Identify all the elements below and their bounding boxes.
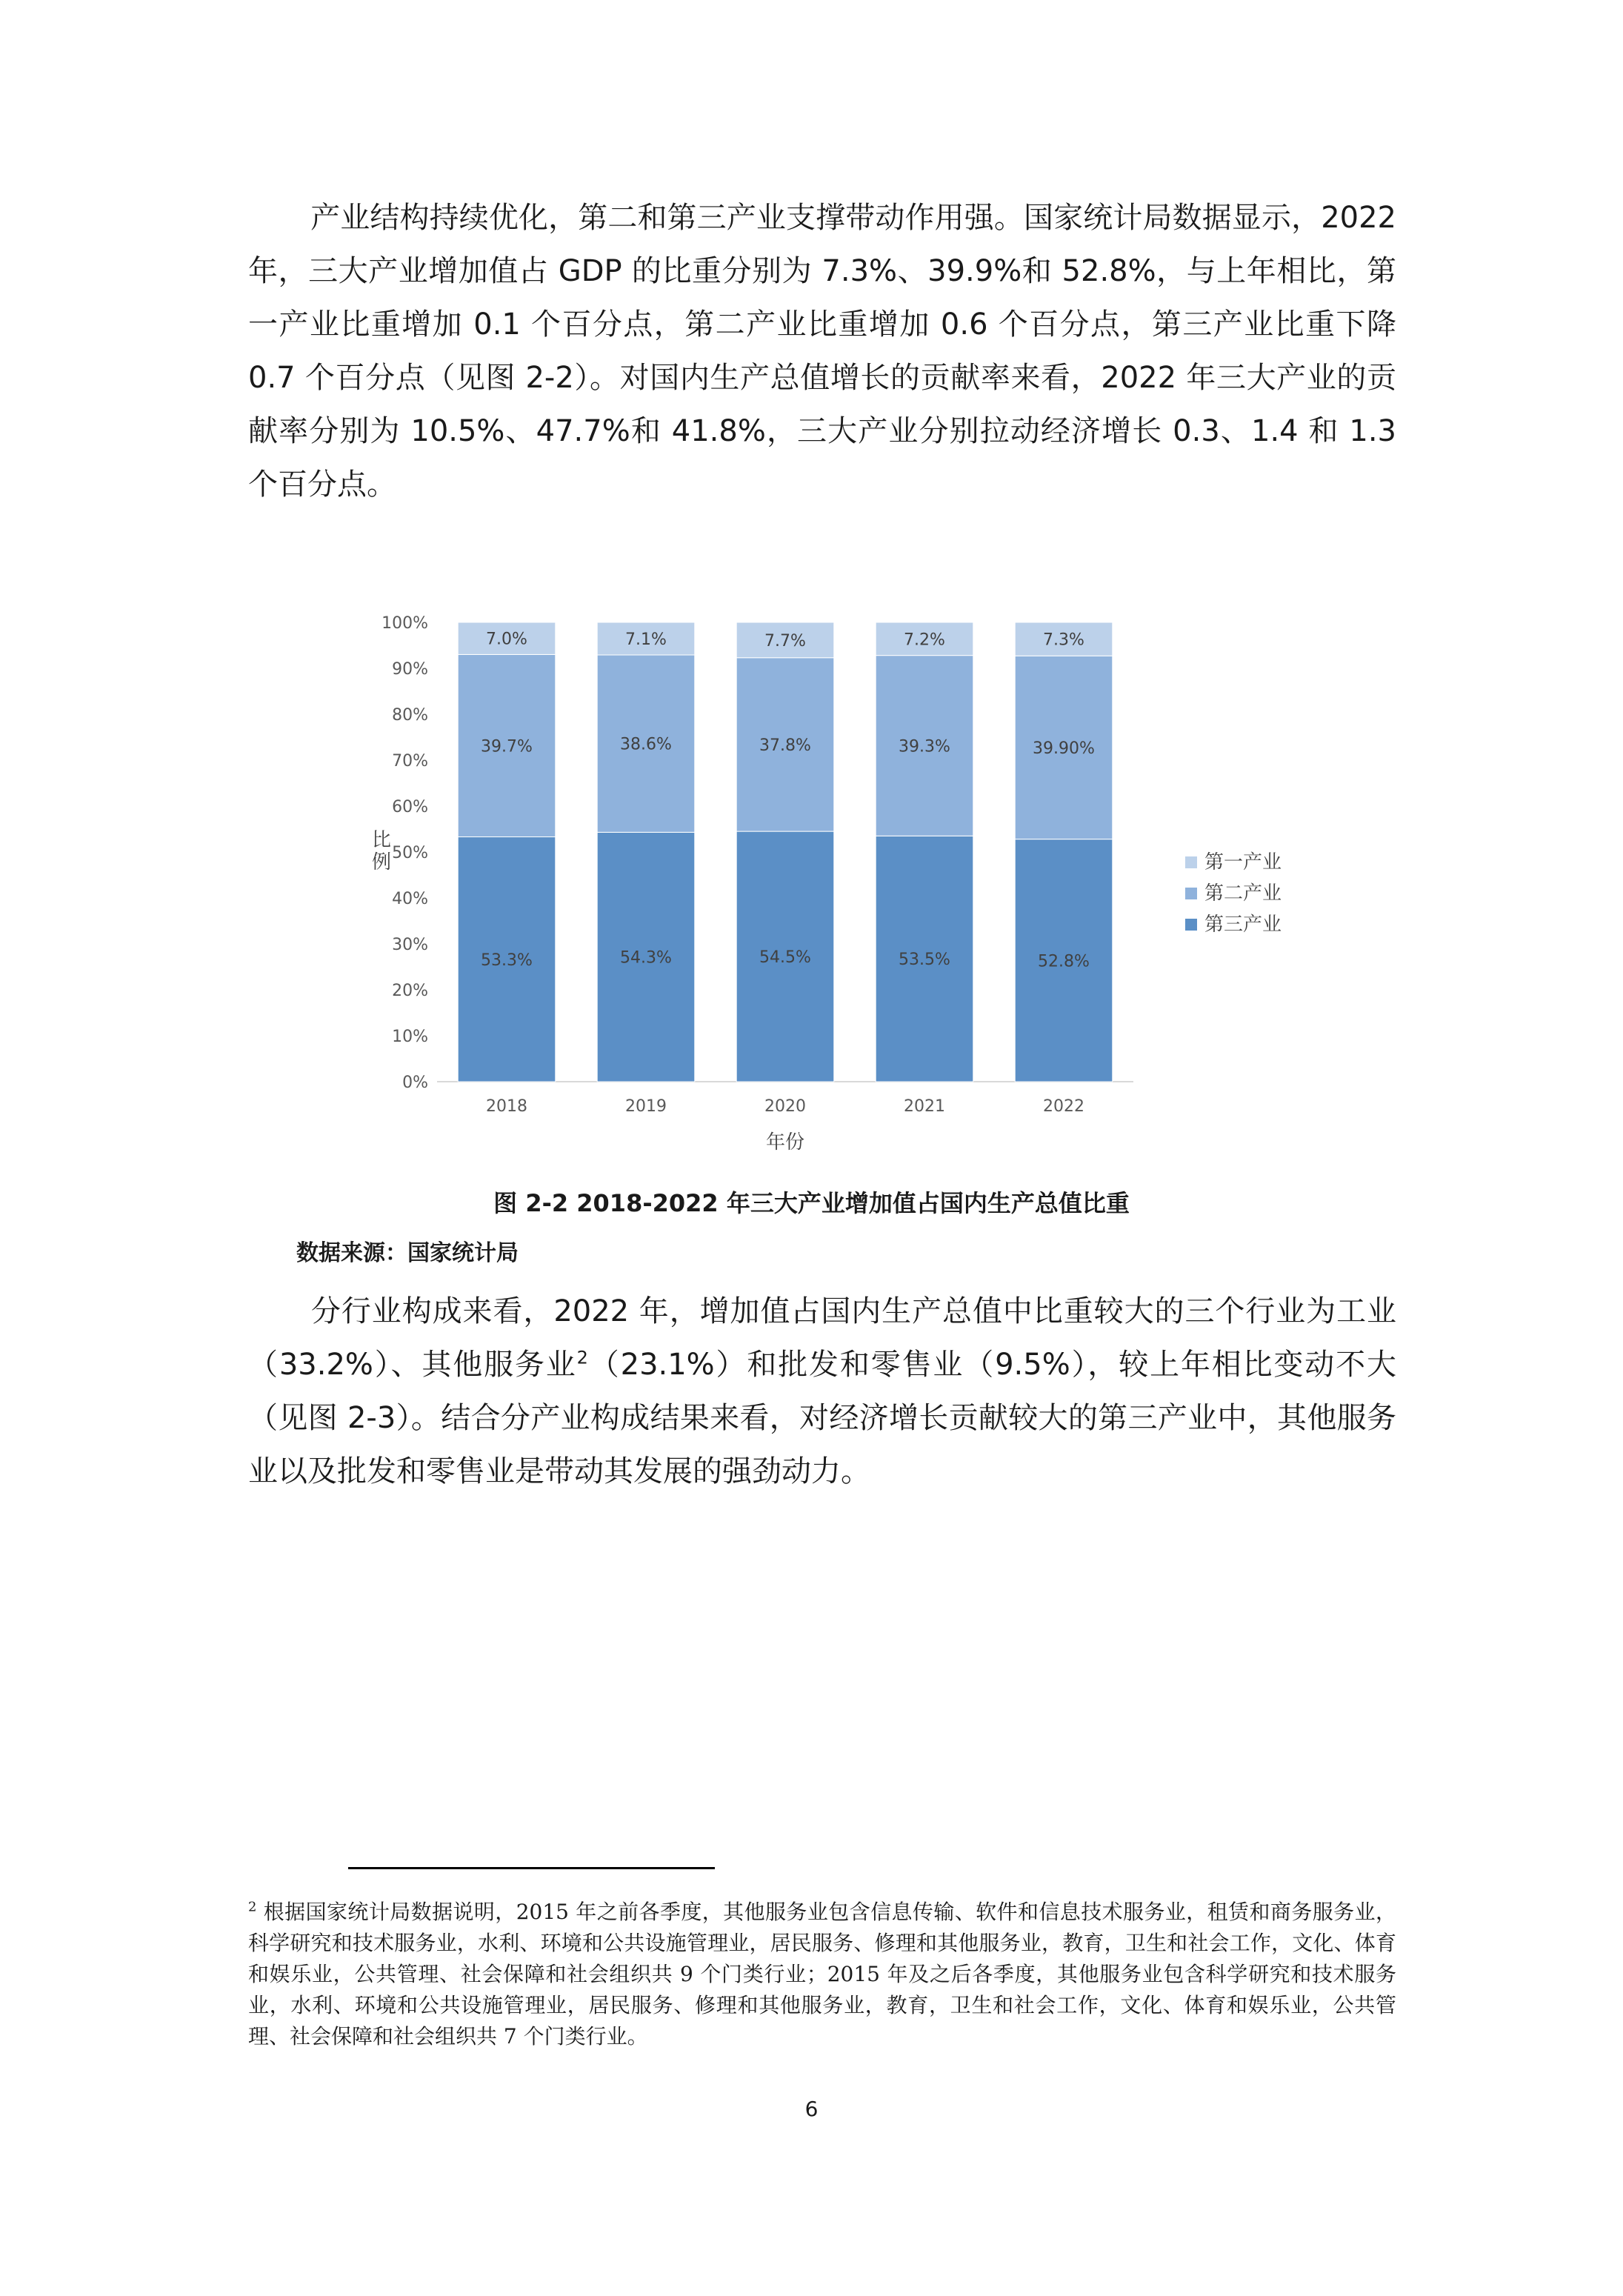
y-tick-label: 80% <box>392 706 428 725</box>
data-source-note: 数据来源：国家统计局 <box>296 1240 519 1266</box>
y-tick-label: 30% <box>392 936 428 954</box>
y-tick-label: 90% <box>392 660 428 679</box>
y-tick-label: 20% <box>392 982 428 1000</box>
data-label: 39.3% <box>899 737 950 756</box>
legend-swatch <box>1185 856 1197 868</box>
paragraph-2-text-b: （23.1%）和批发和零售业（9.5%），较上年相比变动不大（见图 2-3）。结合分产业构成结果来看，对经济增长贡献较大的第三产业中，其他服务业以及批发和零售业是带动其发展的强劲动力。 <box>248 1348 1396 1488</box>
body-paragraph-2 <box>248 1285 1396 1498</box>
stacked-bar-chart <box>356 593 1319 1178</box>
footnote-separator <box>348 1867 715 1869</box>
footnote-reference[interactable]: 2 <box>576 1347 588 1368</box>
legend-label: 第三产业 <box>1204 914 1282 936</box>
x-tick-label: 2019 <box>625 1097 667 1116</box>
bars <box>458 622 1113 1082</box>
paragraph-2-text-a: 分行业构成来看，2022 年，增加值占国内生产总值中比重较大的三个行业为工业（33.2%）、其他服务业 <box>248 1294 1396 1382</box>
legend-swatch <box>1185 888 1197 899</box>
data-label: 53.3% <box>481 951 533 970</box>
data-label: 38.6% <box>620 735 672 754</box>
x-tick-label: 2022 <box>1043 1097 1084 1116</box>
paragraph-1-text: 产业结构持续优化，第二和第三产业支撑带动作用强。国家统计局数据显示，2022 年，三大产业增加值占 GDP 的比重分别为 7.3%、39.9%和 52.8%，与上年相比，第一产业比重增加 0.1 个百分点，第二产业比重增加 0.6 个百分点，第三产业比重下降 0.7 个百分点（见图 2-2）。对国内生产总值增长的贡献率来看，2022 年三大产业的贡献率分别为 10.5%、47.7%和 41.8%，三大产业分别拉动经济增长 0.3、1.4 和 1.3 个百分点。 <box>248 201 1396 502</box>
x-axis-ticks <box>486 1097 1084 1116</box>
y-tick-label: 10% <box>392 1028 428 1046</box>
data-label: 7.7% <box>764 631 806 650</box>
y-tick-label: 50% <box>392 844 428 862</box>
page-number: 6 <box>804 2097 819 2121</box>
x-tick-label: 2020 <box>764 1097 806 1116</box>
y-tick-label: 40% <box>392 890 428 908</box>
y-tick-label: 60% <box>392 798 428 816</box>
data-label: 54.5% <box>759 948 811 968</box>
data-label: 7.3% <box>1043 630 1084 650</box>
data-label: 53.5% <box>899 951 950 970</box>
y-tick-label: 0% <box>402 1074 428 1092</box>
data-label: 52.8% <box>1038 952 1090 971</box>
data-label: 7.1% <box>625 630 667 650</box>
footnote-text: 根据国家统计局数据说明，2015 年之前各季度，其他服务业包含信息传输、软件和信息技术服务业，租赁和商务服务业，科学研究和技术服务业，水利、环境和公共设施管理业，居民服务、修理和其他服务业，教育，卫生和社会工作，文化、体育和娱乐业，公共管理、社会保障和社会组织共 9 个门类行业；2015 年及之后各季度，其他服务业包含科学研究和技术服务业，水利、环境和公共设施管理业，居民服务、修理和其他服务业，教育，卫生和社会工作，文化、体育和娱乐业，公共管理、社会保障和社会组织共 7 个门类行业。 <box>248 1900 1396 2049</box>
body-paragraph-1 <box>248 191 1396 511</box>
y-axis-label: 比例 <box>371 829 392 874</box>
x-tick-label: 2018 <box>486 1097 527 1116</box>
chart-legend <box>1185 851 1282 936</box>
footnote-mark: 2 <box>248 1899 257 1915</box>
footnote <box>248 1897 1396 2052</box>
y-tick-label: 100% <box>381 614 428 633</box>
legend-label: 第二产业 <box>1204 882 1282 905</box>
figure-caption: 图 2-2 2018-2022 年三大产业增加值占国内生产总值比重 <box>493 1189 1130 1217</box>
x-axis-label: 年份 <box>765 1131 805 1154</box>
x-tick-label: 2021 <box>904 1097 945 1116</box>
data-label: 39.7% <box>481 737 533 756</box>
data-label: 39.90% <box>1033 739 1095 758</box>
data-label: 37.8% <box>759 736 811 755</box>
data-label: 54.3% <box>620 948 672 968</box>
legend-swatch <box>1185 919 1197 931</box>
y-tick-label: 70% <box>392 752 428 771</box>
data-label: 7.0% <box>486 630 527 649</box>
legend-label: 第一产业 <box>1204 851 1282 874</box>
data-label: 7.2% <box>904 630 945 650</box>
